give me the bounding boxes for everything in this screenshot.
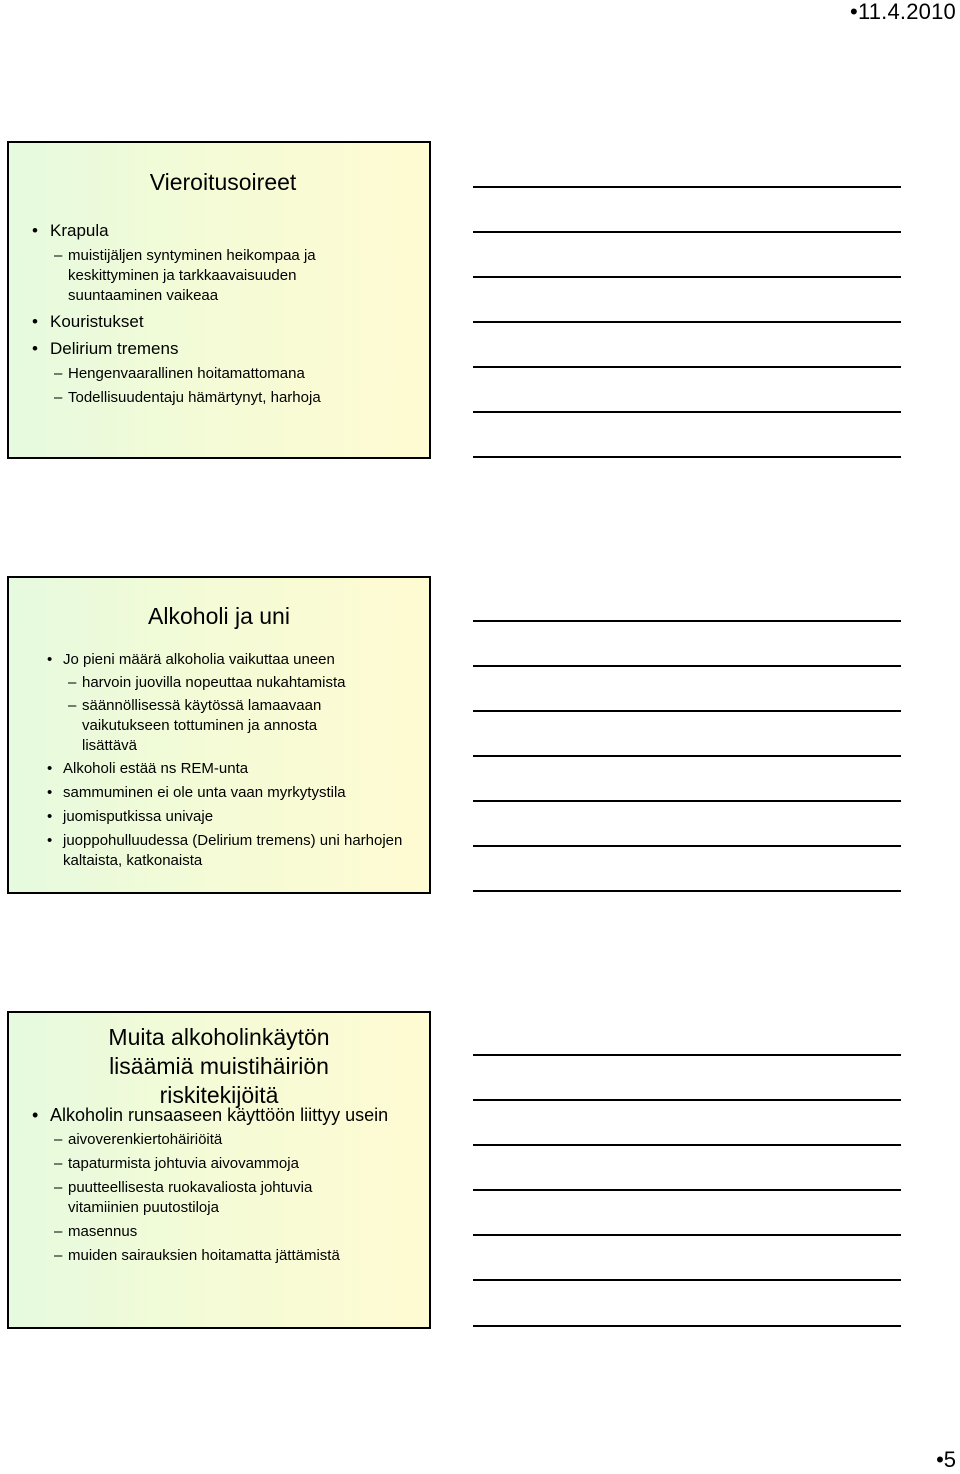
bullet-text: harvoin juovilla nopeuttaa nukahtamista [82, 674, 346, 691]
bullet-text: puutteellisesta ruokavaliosta johtuvia vitamiinien puutostiloja [68, 1179, 313, 1216]
sub-bullet-item [54, 1178, 358, 1218]
note-line [473, 1189, 901, 1191]
bullet-text: Jo pieni määrä alkoholia vaikuttaa uneen [63, 651, 335, 668]
note-line [473, 665, 901, 667]
dash-marker: – [68, 674, 77, 691]
note-line [473, 276, 901, 278]
note-line [473, 755, 901, 757]
note-line [473, 1279, 901, 1281]
dash-marker: – [54, 1179, 63, 1196]
header-date: •11.4.2010 [850, 0, 956, 24]
bullet-item [32, 312, 410, 332]
bullet-text: aivoverenkiertohäiriöitä [68, 1131, 223, 1148]
sub-bullet-item [54, 1130, 425, 1150]
bullet-marker: • [47, 832, 53, 849]
sub-bullet-item [54, 1246, 425, 1266]
note-line [473, 411, 901, 413]
bullet-item [47, 831, 403, 871]
slide-title: Alkoholi ja uni [148, 603, 290, 629]
sub-bullet-item [68, 696, 352, 756]
dash-marker: – [68, 697, 77, 714]
bullet-text: Todellisuudentaju hämärtynyt, harhoja [68, 389, 321, 406]
note-line [473, 186, 901, 188]
bullet-text: Alkoholi estää ns REM-unta [63, 760, 249, 777]
sub-bullet-item [68, 673, 403, 693]
sub-bullet-item [54, 1154, 425, 1174]
bullet-text: Alkoholin runsaaseen käyttöön liittyy usein [50, 1105, 389, 1125]
bullet-text: sammuminen ei ole unta vaan myrkytystila [63, 784, 346, 801]
slide-muistihairion-riskitekijat [7, 1011, 431, 1329]
bullet-marker: • [32, 221, 38, 240]
page-number: •5 [936, 1447, 956, 1472]
bullet-item [32, 339, 410, 359]
sub-bullet-item [54, 246, 368, 306]
note-line [473, 1234, 901, 1236]
slide-title: Muita alkoholinkäytön lisäämiä muistihäiriön riskitekijöitä [108, 1024, 330, 1108]
bullet-marker: • [47, 784, 53, 801]
note-line [473, 366, 901, 368]
dash-marker: – [54, 1223, 63, 1240]
bullet-text: Delirium tremens [50, 339, 179, 358]
bullet-list [32, 1105, 425, 1266]
bullet-text: masennus [68, 1223, 138, 1240]
bullet-item [47, 759, 403, 779]
bullet-marker: • [47, 808, 53, 825]
slide-alkoholi-ja-uni [7, 576, 431, 894]
bullet-text: Hengenvaarallinen hoitamattomana [68, 365, 305, 382]
note-line [473, 710, 901, 712]
note-line [473, 1099, 901, 1101]
bullet-item [47, 807, 403, 827]
note-line [473, 456, 901, 458]
note-line [473, 1054, 901, 1056]
note-line [473, 845, 901, 847]
bullet-text: säännöllisessä käytössä lamaavaan vaikutukseen tottuminen ja annosta lisättävä [82, 697, 322, 754]
dash-marker: – [54, 1155, 63, 1172]
bullet-text: Kouristukset [50, 312, 144, 331]
dash-marker: – [54, 1131, 63, 1148]
bullet-text: Krapula [50, 221, 109, 240]
bullet-item [32, 1105, 425, 1125]
sub-bullet-item [54, 364, 410, 384]
bullet-item [47, 650, 403, 670]
slide-title: Vieroitusoireet [149, 169, 297, 195]
bullet-text: tapaturmista johtuvia aivovammoja [68, 1155, 299, 1172]
bullet-marker: • [32, 339, 38, 358]
bullet-text: muistijäljen syntyminen heikompaa ja keskittyminen ja tarkkaavaisuuden suuntaaminen vaikeaa [68, 247, 316, 304]
bullet-item [32, 221, 410, 241]
note-line [473, 800, 901, 802]
bullet-text: muiden sairauksien hoitamatta jättämistä [68, 1247, 340, 1264]
bullet-text: juomisputkissa univaje [63, 808, 214, 825]
sub-bullet-item [54, 1222, 425, 1242]
dash-marker: – [54, 389, 63, 406]
bullet-marker: • [47, 760, 53, 777]
slide-vieroitusoireet [7, 141, 431, 459]
note-line [473, 1325, 901, 1327]
bullet-marker: • [47, 651, 53, 668]
note-line [473, 321, 901, 323]
bullet-item [47, 783, 403, 803]
dash-marker: – [54, 365, 63, 382]
note-line [473, 231, 901, 233]
note-line [473, 890, 901, 892]
bullet-list [47, 650, 403, 871]
bullet-marker: • [32, 1105, 39, 1125]
dash-marker: – [54, 1247, 63, 1264]
dash-marker: – [54, 247, 63, 264]
bullet-text: juoppohulluudessa (Delirium tremens) uni harhojen kaltaista, katkonaista [63, 832, 403, 869]
note-line [473, 1144, 901, 1146]
bullet-marker: • [32, 312, 38, 331]
note-line [473, 620, 901, 622]
sub-bullet-item [54, 388, 410, 408]
bullet-list [32, 221, 410, 408]
